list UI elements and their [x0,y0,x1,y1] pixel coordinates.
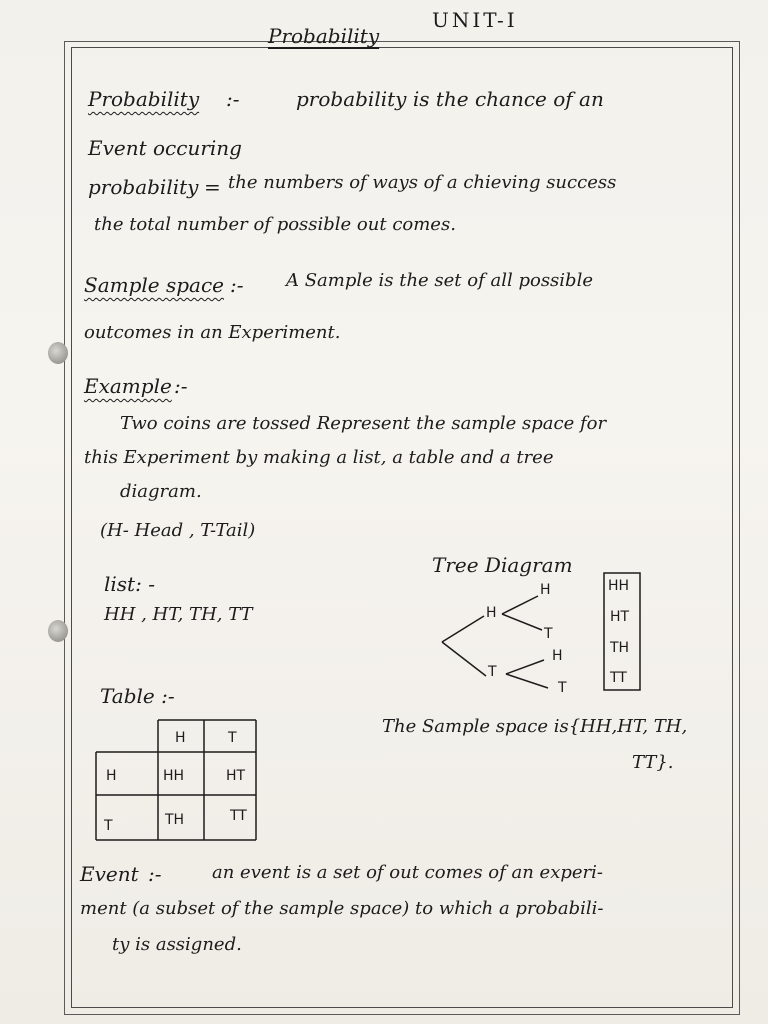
tree-leaf-ht: T [544,626,553,642]
separator: :- [174,374,188,398]
table-cell: TH [165,812,185,828]
page-title: Probability [268,24,380,48]
sample-space-result-line-1: The Sample space is{HH,HT, TH, [382,716,688,737]
formula-equals: = [204,175,221,199]
sample-space-line-2: outcomes in an Experiment. [84,322,341,343]
tree-diagram-title: Tree Diagram [432,553,573,577]
tree-leaf-tt: T [558,680,567,696]
event-line-1: an event is a set of out comes of an experi- [212,862,603,883]
table-cell: HT [226,768,246,784]
list-label: list: - [104,572,155,596]
table-cell: HH [163,768,185,784]
term-sample-space: Sample space [84,273,225,297]
separator: :- [230,273,244,297]
tree-leaf-th: H [552,648,563,664]
event-line-3: ty is assigned. [112,934,242,955]
outcome-box-item: HH [608,578,630,594]
example-line-2: this Experiment by making a list, a table and a tree [84,447,554,468]
table-col-header: T [228,730,237,746]
definition-line-1: probability is the chance of an [296,87,604,111]
event-line-2: ment (a subset of the sample space) to which a probabili- [80,898,604,919]
table-col-header: H [175,730,186,746]
term-probability: Probability [88,87,200,111]
list-items: HH , HT, TH, TT [104,604,253,625]
example-line-4: (H- Head , T-Tail) [100,520,256,541]
table-cell: TT [230,808,247,824]
table-label: Table :- [100,684,175,708]
formula-lhs: probability [88,175,199,199]
sample-space-result-line-2: TT}. [632,752,674,773]
outcome-box-item: TH [610,640,630,656]
definition-line-2: Event occuring [88,136,242,160]
example-line-1: Two coins are tossed Represent the sample space for [120,413,607,434]
separator: :- [148,862,162,886]
formula-denominator: the total number of possible out comes. [94,214,456,235]
outcome-box-item: HT [610,609,630,625]
table-row-header: H [106,768,117,784]
outcome-box-item: TT [610,670,627,686]
unit-label: UNIT-I [432,8,518,32]
tree-node-t: T [488,664,497,680]
example-line-3: diagram. [120,481,202,502]
tree-node-h: H [486,605,497,621]
term-event: Event [80,862,139,886]
separator: :- [226,87,240,111]
term-example: Example [84,374,172,398]
sample-space-line-1: A Sample is the set of all possible [286,270,593,291]
table-row-header: T [104,818,113,834]
tree-leaf-hh: H [540,582,551,598]
formula-numerator: the numbers of ways of a chieving success [228,172,617,193]
